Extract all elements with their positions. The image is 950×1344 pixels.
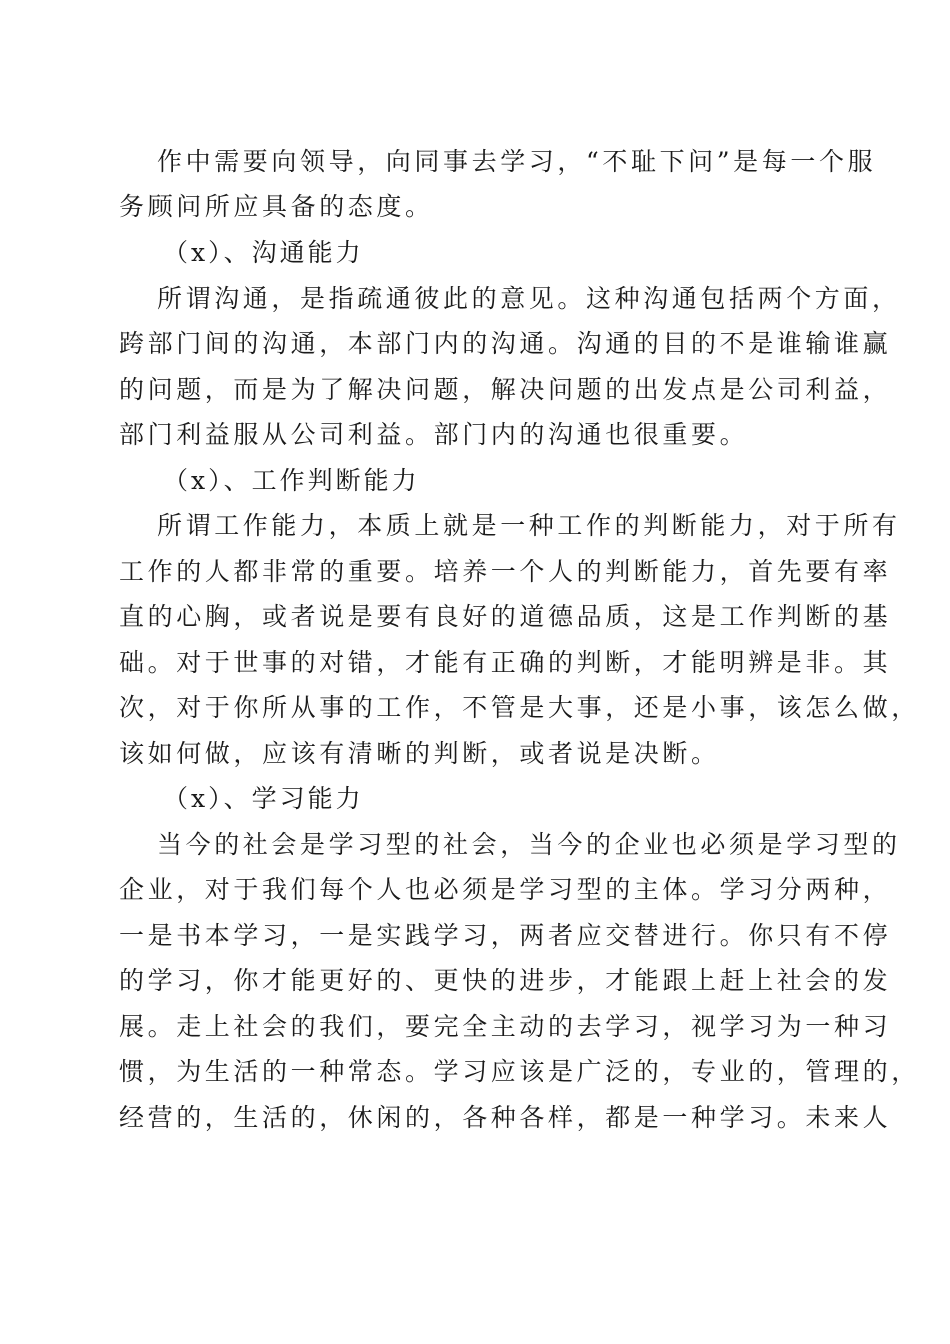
paragraph-line: 作中需要向领导，向同事去学习，“不耻下问”是每一个服 bbox=[157, 147, 877, 176]
paragraph-line: 经营的，生活的，休闲的，各种各样，都是一种学习。未来人 bbox=[119, 1103, 892, 1132]
paragraph-line: 一是书本学习，一是实践学习，两者应交替进行。你只有不停 bbox=[119, 921, 892, 950]
paragraph-line: 的问题，而是为了解决问题，解决问题的出发点是公司利益， bbox=[119, 375, 892, 404]
paragraph-line: 部门利益服从公司利益。部门内的沟通也很重要。 bbox=[119, 420, 749, 449]
paragraph-line: 展。走上社会的我们，要完全主动的去学习，视学习为一种习 bbox=[119, 1012, 892, 1041]
section-heading-communication: （x）、沟通能力 bbox=[163, 238, 364, 267]
paragraph-line: 次，对于你所从事的工作，不管是大事，还是小事，该怎么做， bbox=[119, 693, 920, 722]
paragraph-line: 跨部门间的沟通，本部门内的沟通。沟通的目的不是谁输谁赢 bbox=[119, 329, 892, 358]
paragraph-line: 所谓沟通，是指疏通彼此的意见。这种沟通包括两个方面， bbox=[157, 284, 901, 313]
paragraph-line: 该如何做，应该有清晰的判断，或者说是决断。 bbox=[119, 739, 720, 768]
paragraph-line: 当今的社会是学习型的社会，当今的企业也必须是学习型的 bbox=[157, 830, 901, 859]
section-heading-work-judgment: （x）、工作判断能力 bbox=[163, 466, 420, 495]
paragraph-line: 础。对于世事的对错，才能有正确的判断，才能明辨是非。其 bbox=[119, 648, 892, 677]
paragraph-line: 工作的人都非常的重要。培养一个人的判断能力，首先要有率 bbox=[119, 557, 892, 586]
paragraph-line: 所谓工作能力，本质上就是一种工作的判断能力，对于所有 bbox=[157, 511, 901, 540]
section-heading-learning: （x）、学习能力 bbox=[163, 784, 364, 813]
paragraph-line: 的学习，你才能更好的、更快的进步，才能跟上赶上社会的发 bbox=[119, 966, 892, 995]
paragraph-line: 惯，为生活的一种常态。学习应该是广泛的，专业的，管理的， bbox=[119, 1057, 920, 1086]
paragraph-line: 务顾问所应具备的态度。 bbox=[119, 192, 434, 221]
paragraph-line: 企业，对于我们每个人也必须是学习型的主体。学习分两种， bbox=[119, 875, 892, 904]
paragraph-line: 直的心胸，或者说是要有良好的道德品质，这是工作判断的基 bbox=[119, 602, 892, 631]
